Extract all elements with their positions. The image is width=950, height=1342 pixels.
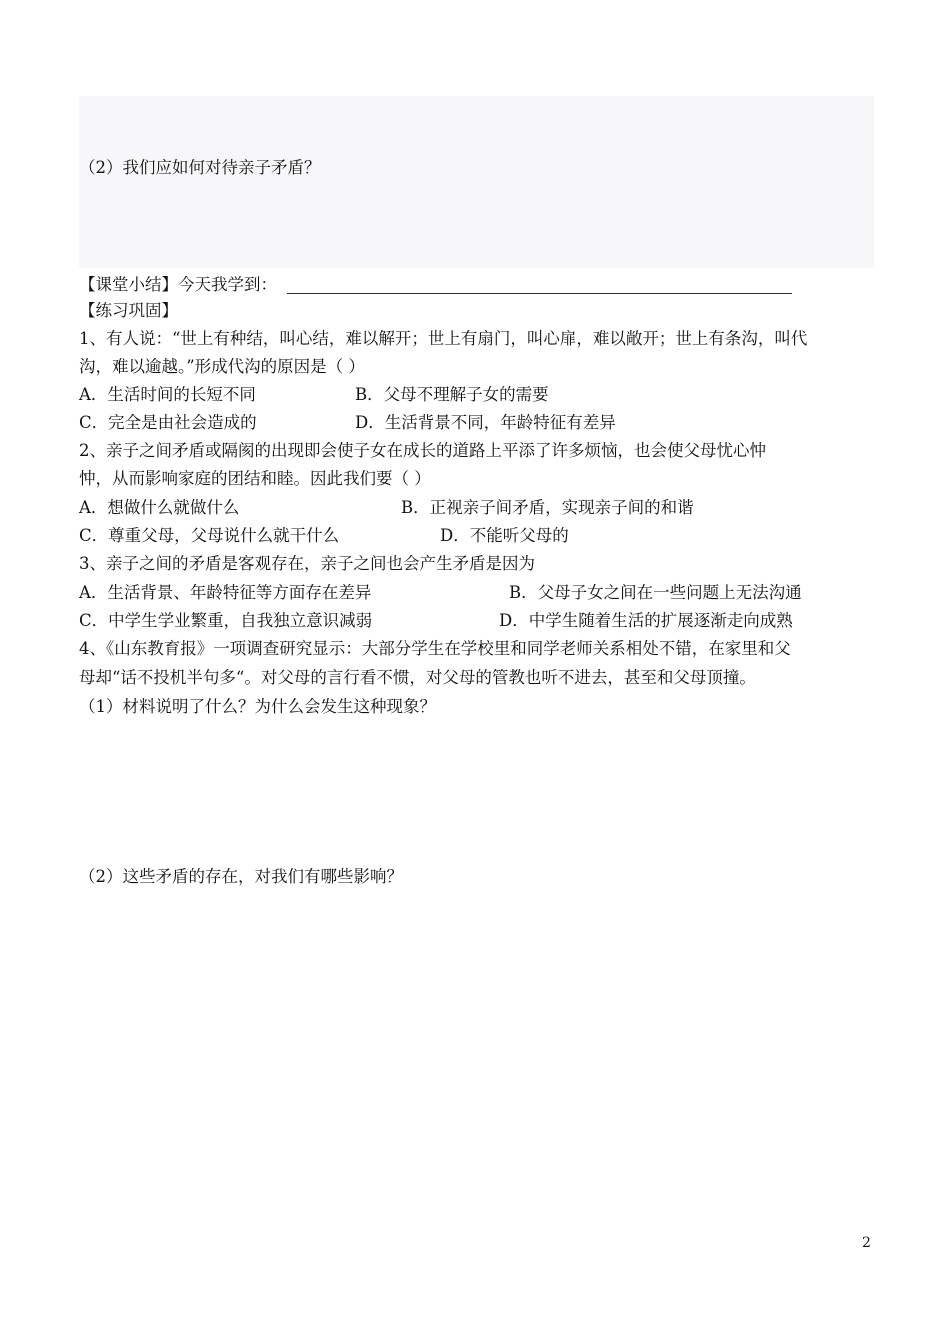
q2-option-c: C．尊重父母，父母说什么就干什么	[79, 526, 340, 545]
q3-option-d: D．中学生随着生活的扩展逐渐走向成熟	[499, 611, 793, 630]
answer-area-shaded	[79, 96, 874, 268]
q1-option-c: C．完全是由社会造成的	[79, 413, 257, 432]
q1-option-d: D．生活背景不同，年龄特征有差异	[355, 413, 616, 432]
q2-stem-line2: 忡，从而影响家庭的团结和睦。因此我们要（ ）	[79, 469, 431, 488]
q2-option-d: D．不能听父母的	[440, 526, 569, 545]
practice-heading: 【练习巩固】	[79, 301, 178, 320]
q3-option-a: A．生活背景、年龄特征等方面存在差异	[79, 583, 372, 602]
q3-option-c: C．中学生学业繁重，自我独立意识减弱	[79, 611, 373, 630]
q1-option-b: B．父母不理解子女的需要	[355, 385, 549, 404]
q1-stem-line1: 1、有人说：“世上有种结，叫心结，难以解开；世上有扇门，叫心扉，难以敞开；世上有条沟，叫代	[79, 329, 808, 348]
q1-option-a: A．生活时间的长短不同	[79, 385, 256, 404]
page-number: 2	[862, 1235, 871, 1251]
class-summary-label: 【课堂小结】今天我学到：	[79, 275, 277, 294]
q2-option-a: A．想做什么就做什么	[79, 498, 240, 517]
q4-stem-line2: 母却“话不投机半句多“。对父母的言行看不惯，对父母的管教也听不进去，甚至和父母顶撞。	[79, 668, 756, 687]
q3-stem: 3、亲子之间的矛盾是客观存在，亲子之间也会产生矛盾是因为	[79, 554, 535, 573]
class-summary	[79, 275, 879, 295]
q4-subquestion-2: （2）这些矛盾的存在，对我们有哪些影响？	[79, 867, 403, 886]
q2-stem-line1: 2、亲子之间矛盾或隔阂的出现即会使子女在成长的道路上平添了许多烦恼，也会使父母忧心忡	[79, 441, 766, 460]
q4-stem-line1: 4、《山东教育报》一项调查研究显示：大部分学生在学校里和同学老师关系相处不错，在家里和父	[79, 639, 791, 658]
q4-subquestion-1: （1）材料说明了什么？为什么会发生这种现象？	[79, 697, 436, 716]
question-2-prompt: （2）我们应如何对待亲子矛盾？	[79, 158, 321, 177]
q1-stem-line2: 沟，难以逾越。”形成代沟的原因是（ ）	[79, 357, 365, 376]
fill-in-blank-line[interactable]	[287, 292, 792, 294]
q3-option-b: B．父母子女之间在一些问题上无法沟通	[509, 583, 802, 602]
q2-option-b: B．正视亲子间矛盾，实现亲子间的和谐	[401, 498, 694, 517]
